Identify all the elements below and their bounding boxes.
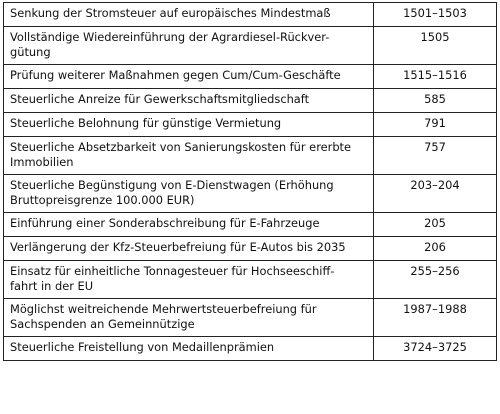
measure-description: Steuerliche Anreize für Gewerkschaftsmitgliedschaft: [4, 89, 374, 113]
table-row: [4, 89, 497, 113]
measures-table-container: [3, 2, 496, 361]
table-row: [4, 213, 497, 237]
table-row: [4, 27, 497, 65]
page-reference: 205: [374, 213, 497, 237]
page-reference: 1987–1988: [374, 299, 497, 337]
measure-description: Verlängerung der Kfz-Steuerbefreiung für E-Autos bis 2035: [4, 237, 374, 261]
table-row: [4, 175, 497, 213]
page-reference: 791: [374, 113, 497, 137]
measures-table: [3, 2, 497, 361]
measure-description: Einführung einer Sonderabschreibung für E-Fahrzeuge: [4, 213, 374, 237]
table-row: [4, 3, 497, 27]
page-reference: 1515–1516: [374, 65, 497, 89]
measure-description: Steuerliche Absetzbarkeit von Sanierungskosten für ererbte Immobilien: [4, 137, 374, 175]
page-reference: 1505: [374, 27, 497, 65]
measure-description: Möglichst weitreichende Mehrwertsteuerbefreiung für Sachspenden an Gemeinnützige: [4, 299, 374, 337]
measure-description: Einsatz für einheitliche Tonnagesteuer für Hochseeschiff- fahrt in der EU: [4, 261, 374, 299]
page-reference: 585: [374, 89, 497, 113]
page-reference: 203–204: [374, 175, 497, 213]
measure-description: Vollständige Wiedereinführung der Agrardiesel-Rückver- gütung: [4, 27, 374, 65]
table-row: [4, 299, 497, 337]
measure-description: Steuerliche Freistellung von Medaillenprämien: [4, 337, 374, 361]
page-reference: 3724–3725: [374, 337, 497, 361]
measure-description: Senkung der Stromsteuer auf europäisches Mindestmaß: [4, 3, 374, 27]
table-row: [4, 261, 497, 299]
table-row: [4, 137, 497, 175]
measure-description: Prüfung weiterer Maßnahmen gegen Cum/Cum-Geschäfte: [4, 65, 374, 89]
table-row: [4, 237, 497, 261]
table-body: [4, 3, 497, 361]
page-reference: 757: [374, 137, 497, 175]
measure-description: Steuerliche Begünstigung von E-Dienstwagen (Erhöhung Bruttopreisgrenze 100.000 EUR): [4, 175, 374, 213]
table-row: [4, 65, 497, 89]
table-row: [4, 337, 497, 361]
measure-description: Steuerliche Belohnung für günstige Vermietung: [4, 113, 374, 137]
page-reference: 255–256: [374, 261, 497, 299]
page-reference: 206: [374, 237, 497, 261]
page-reference: 1501–1503: [374, 3, 497, 27]
table-row: [4, 113, 497, 137]
